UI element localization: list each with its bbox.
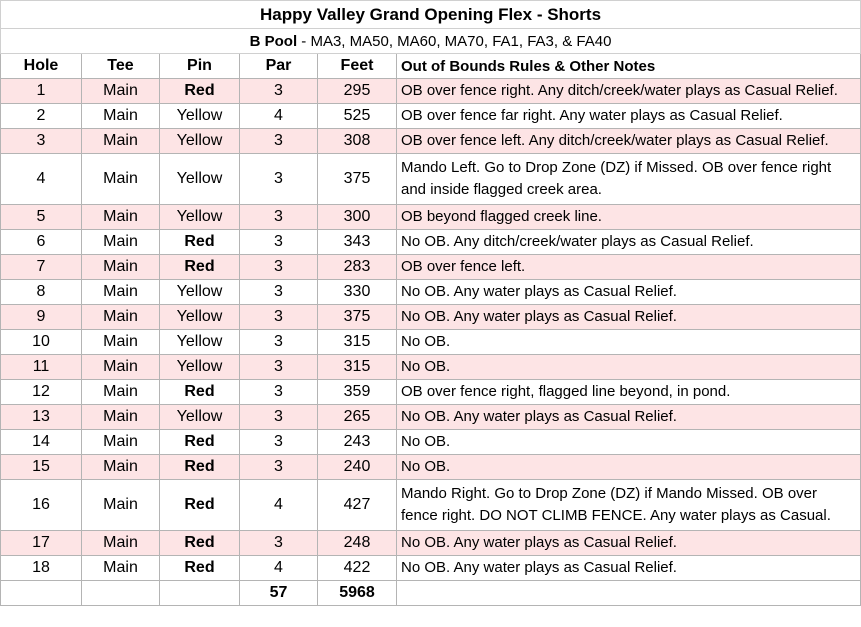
blank-cell <box>397 581 861 606</box>
pin-cell: Yellow <box>160 405 240 430</box>
feet-cell: 343 <box>318 230 397 255</box>
hole-cell: 4 <box>1 154 82 205</box>
table-row <box>1 430 861 455</box>
feet-cell: 300 <box>318 205 397 230</box>
par-cell: 3 <box>240 531 318 556</box>
hole-cell: 8 <box>1 280 82 305</box>
notes-cell: OB over fence left. <box>397 255 861 280</box>
pin-cell: Red <box>160 556 240 581</box>
notes-cell: Mando Left. Go to Drop Zone (DZ) if Missed. OB over fence right and inside flagged creek area. <box>397 154 861 205</box>
par-cell: 4 <box>240 104 318 129</box>
hole-cell: 6 <box>1 230 82 255</box>
totals-row <box>1 581 861 606</box>
pin-cell: Yellow <box>160 355 240 380</box>
notes-cell: No OB. <box>397 430 861 455</box>
notes-cell: No OB. Any water plays as Casual Relief. <box>397 280 861 305</box>
notes-cell: OB over fence left. Any ditch/creek/water plays as Casual Relief. <box>397 129 861 154</box>
pin-cell: Red <box>160 380 240 405</box>
notes-cell: No OB. <box>397 355 861 380</box>
blank-cell <box>160 581 240 606</box>
feet-cell: 240 <box>318 455 397 480</box>
blank-cell <box>82 581 160 606</box>
header-feet: Feet <box>318 54 397 79</box>
table-row <box>1 205 861 230</box>
table-row <box>1 154 861 205</box>
par-cell: 3 <box>240 380 318 405</box>
header-tee: Tee <box>82 54 160 79</box>
hole-cell: 13 <box>1 405 82 430</box>
hole-cell: 10 <box>1 330 82 355</box>
tee-cell: Main <box>82 531 160 556</box>
tee-cell: Main <box>82 330 160 355</box>
tee-cell: Main <box>82 205 160 230</box>
pin-cell: Red <box>160 455 240 480</box>
feet-cell: 359 <box>318 380 397 405</box>
pin-cell: Red <box>160 255 240 280</box>
table-row <box>1 104 861 129</box>
pin-cell: Yellow <box>160 154 240 205</box>
feet-cell: 375 <box>318 154 397 205</box>
header-notes: Out of Bounds Rules & Other Notes <box>397 54 861 79</box>
notes-cell: No OB. Any ditch/creek/water plays as Casual Relief. <box>397 230 861 255</box>
table-row <box>1 380 861 405</box>
par-cell: 3 <box>240 129 318 154</box>
par-cell: 3 <box>240 255 318 280</box>
tee-cell: Main <box>82 380 160 405</box>
pin-cell: Yellow <box>160 330 240 355</box>
feet-cell: 315 <box>318 355 397 380</box>
hole-cell: 9 <box>1 305 82 330</box>
feet-cell: 248 <box>318 531 397 556</box>
hole-cell: 1 <box>1 79 82 104</box>
table-row <box>1 79 861 104</box>
hole-cell: 17 <box>1 531 82 556</box>
notes-cell: OB beyond flagged creek line. <box>397 205 861 230</box>
notes-cell: OB over fence right. Any ditch/creek/water plays as Casual Relief. <box>397 79 861 104</box>
table-row <box>1 255 861 280</box>
header-hole: Hole <box>1 54 82 79</box>
title-row <box>1 1 861 29</box>
par-cell: 3 <box>240 205 318 230</box>
table-row <box>1 230 861 255</box>
tee-cell: Main <box>82 455 160 480</box>
par-cell: 3 <box>240 330 318 355</box>
blank-cell <box>1 581 82 606</box>
tee-cell: Main <box>82 230 160 255</box>
feet-cell: 375 <box>318 305 397 330</box>
tee-cell: Main <box>82 280 160 305</box>
notes-cell: No OB. Any water plays as Casual Relief. <box>397 556 861 581</box>
feet-cell: 283 <box>318 255 397 280</box>
par-cell: 3 <box>240 355 318 380</box>
table-row <box>1 455 861 480</box>
table-row <box>1 355 861 380</box>
par-cell: 3 <box>240 280 318 305</box>
table-row <box>1 556 861 581</box>
pin-cell: Red <box>160 230 240 255</box>
tee-cell: Main <box>82 255 160 280</box>
pin-cell: Yellow <box>160 205 240 230</box>
header-par: Par <box>240 54 318 79</box>
tee-cell: Main <box>82 104 160 129</box>
notes-cell: OB over fence far right. Any water plays as Casual Relief. <box>397 104 861 129</box>
tee-cell: Main <box>82 355 160 380</box>
table-row <box>1 129 861 154</box>
feet-cell: 308 <box>318 129 397 154</box>
tee-cell: Main <box>82 79 160 104</box>
hole-cell: 15 <box>1 455 82 480</box>
tee-cell: Main <box>82 405 160 430</box>
pool-divisions: - MA3, MA50, MA60, MA70, FA1, FA3, & FA40 <box>297 32 612 50</box>
feet-cell: 243 <box>318 430 397 455</box>
total-feet-cell: 5968 <box>318 581 397 606</box>
feet-cell: 330 <box>318 280 397 305</box>
hole-cell: 3 <box>1 129 82 154</box>
pin-cell: Yellow <box>160 104 240 129</box>
table-row <box>1 280 861 305</box>
par-cell: 3 <box>240 154 318 205</box>
feet-cell: 315 <box>318 330 397 355</box>
header-row <box>1 54 861 79</box>
hole-cell: 2 <box>1 104 82 129</box>
pool-row <box>1 29 861 54</box>
notes-cell: No OB. Any water plays as Casual Relief. <box>397 531 861 556</box>
feet-cell: 295 <box>318 79 397 104</box>
total-par-cell: 57 <box>240 581 318 606</box>
sheet-title: Happy Valley Grand Opening Flex - Shorts <box>1 1 861 29</box>
hole-cell: 14 <box>1 430 82 455</box>
pin-cell: Red <box>160 430 240 455</box>
par-cell: 4 <box>240 480 318 531</box>
par-cell: 3 <box>240 405 318 430</box>
notes-cell: Mando Right. Go to Drop Zone (DZ) if Mando Missed. OB over fence right. DO NOT CLIMB FENCE. Any water plays as Casual. <box>397 480 861 531</box>
feet-cell: 525 <box>318 104 397 129</box>
table-row <box>1 531 861 556</box>
table-row <box>1 305 861 330</box>
hole-cell: 11 <box>1 355 82 380</box>
notes-cell: OB over fence right, flagged line beyond, in pond. <box>397 380 861 405</box>
par-cell: 3 <box>240 455 318 480</box>
header-pin: Pin <box>160 54 240 79</box>
pool-name: B Pool <box>249 32 298 50</box>
pin-cell: Red <box>160 531 240 556</box>
pin-cell: Yellow <box>160 129 240 154</box>
par-cell: 4 <box>240 556 318 581</box>
notes-cell: No OB. <box>397 455 861 480</box>
pin-cell: Red <box>160 79 240 104</box>
tee-cell: Main <box>82 129 160 154</box>
tee-cell: Main <box>82 556 160 581</box>
hole-cell: 18 <box>1 556 82 581</box>
tee-cell: Main <box>82 154 160 205</box>
tee-cell: Main <box>82 430 160 455</box>
hole-cell: 7 <box>1 255 82 280</box>
feet-cell: 427 <box>318 480 397 531</box>
hole-cell: 5 <box>1 205 82 230</box>
notes-cell: No OB. Any water plays as Casual Relief. <box>397 405 861 430</box>
par-cell: 3 <box>240 230 318 255</box>
pin-cell: Yellow <box>160 305 240 330</box>
notes-cell: No OB. <box>397 330 861 355</box>
hole-cell: 12 <box>1 380 82 405</box>
hole-cell: 16 <box>1 480 82 531</box>
par-cell: 3 <box>240 430 318 455</box>
pin-cell: Red <box>160 480 240 531</box>
tee-cell: Main <box>82 305 160 330</box>
feet-cell: 265 <box>318 405 397 430</box>
pin-cell: Yellow <box>160 280 240 305</box>
table-row <box>1 330 861 355</box>
pool-cell <box>1 29 861 54</box>
tee-cell: Main <box>82 480 160 531</box>
table-row <box>1 405 861 430</box>
feet-cell: 422 <box>318 556 397 581</box>
notes-cell: No OB. Any water plays as Casual Relief. <box>397 305 861 330</box>
table-row <box>1 480 861 531</box>
par-cell: 3 <box>240 79 318 104</box>
par-cell: 3 <box>240 305 318 330</box>
